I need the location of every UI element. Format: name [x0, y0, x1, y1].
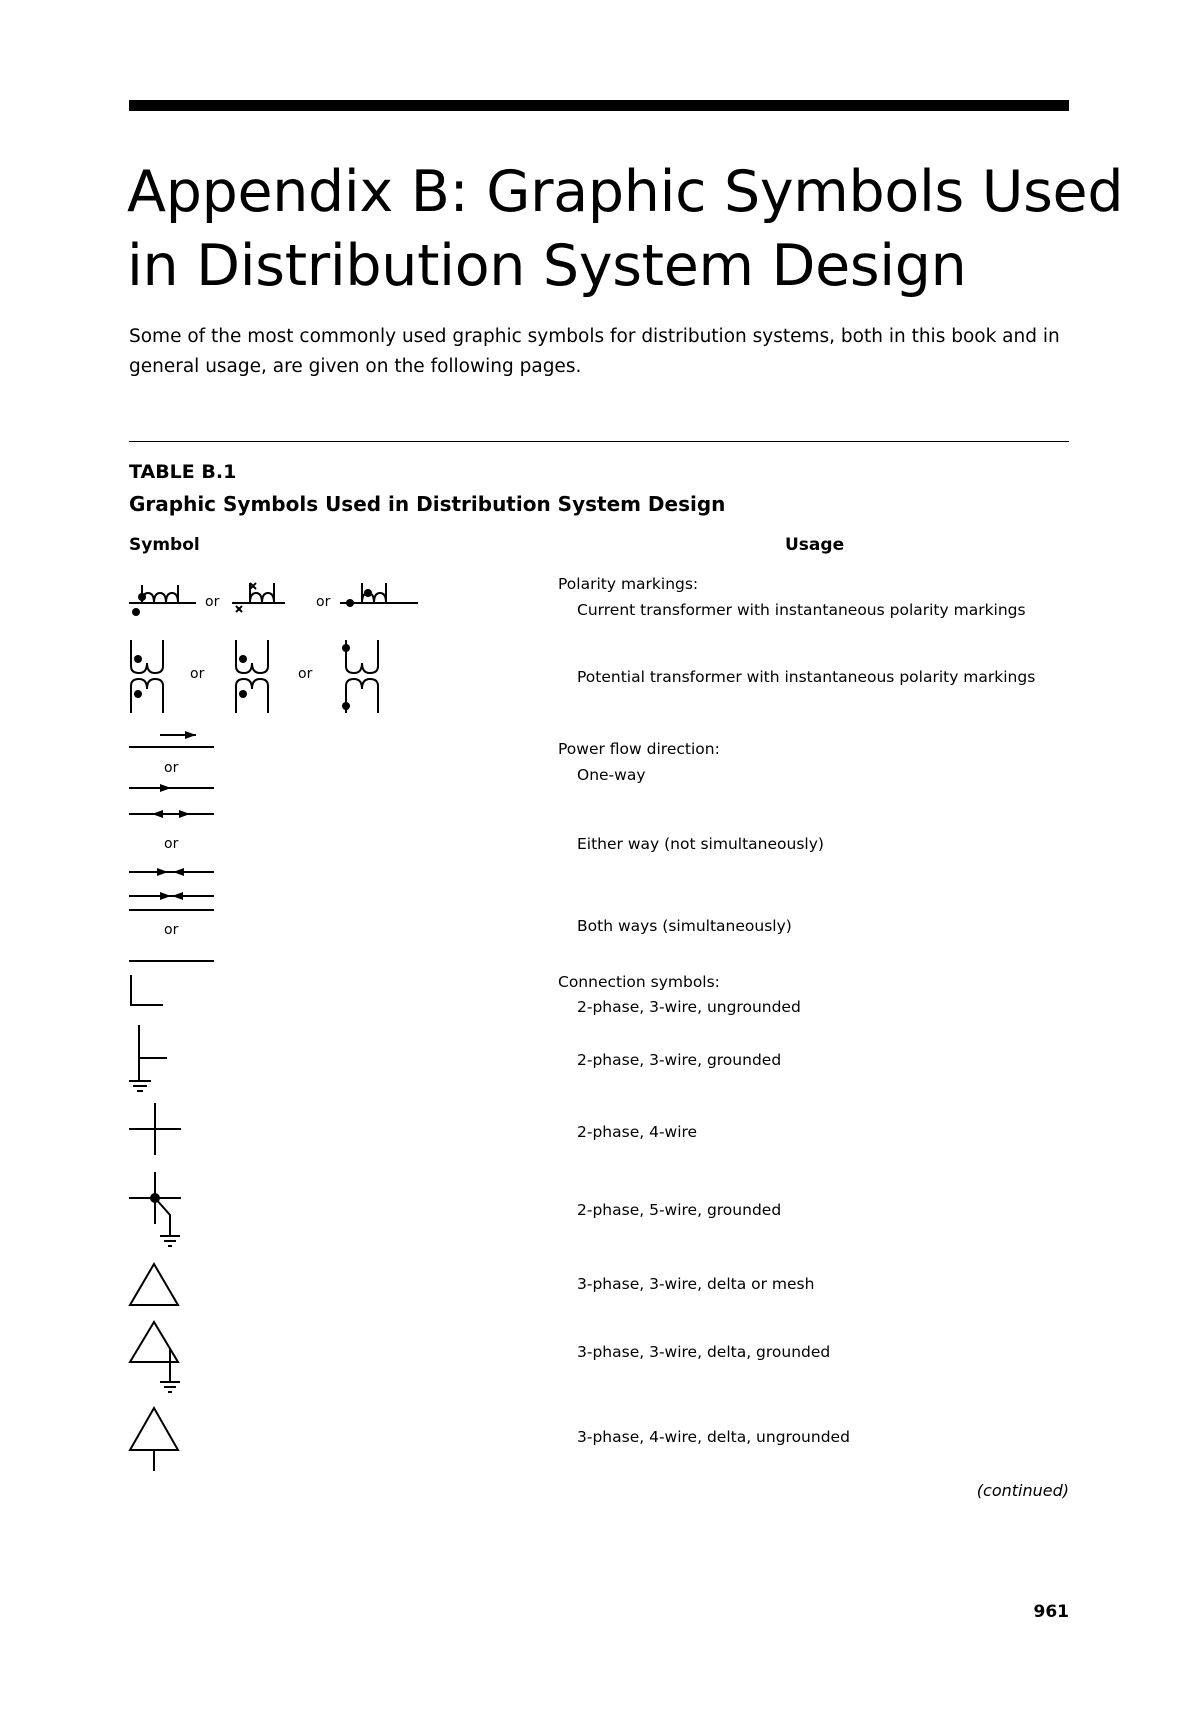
- power-flow-either-way-icon: [129, 810, 214, 876]
- column-header-usage: Usage: [785, 535, 845, 555]
- or-label: or: [164, 922, 179, 938]
- usage-heading-power-flow: Power flow direction:: [558, 740, 720, 758]
- usage-heading-connection: Connection symbols:: [558, 973, 720, 991]
- current-transformer-polarity-icon: [129, 583, 418, 616]
- usage-potential-transformer: Potential transformer with instantaneous polarity markings: [577, 668, 1036, 686]
- continued-note: (continued): [976, 1481, 1069, 1500]
- usage-either-way: Either way (not simultaneously): [577, 835, 824, 853]
- or-label: or: [164, 836, 179, 852]
- two-phase-three-wire-grounded-icon: [129, 1025, 167, 1091]
- usage-heading-polarity: Polarity markings:: [558, 575, 699, 593]
- usage-delta-4w-ungrounded: 3-phase, 4-wire, delta, ungrounded: [577, 1428, 850, 1446]
- usage-delta-grounded: 3-phase, 3-wire, delta, grounded: [577, 1343, 831, 1361]
- two-phase-three-wire-ungrounded-icon: [131, 975, 163, 1005]
- usage-current-transformer: Current transformer with instantaneous polarity markings: [577, 601, 1026, 619]
- two-phase-five-wire-grounded-icon: [129, 1172, 181, 1246]
- usage-2ph-3w-grounded: 2-phase, 3-wire, grounded: [577, 1051, 782, 1069]
- table-title: Graphic Symbols Used in Distribution System Design: [129, 492, 726, 516]
- usage-2ph-4w: 2-phase, 4-wire: [577, 1123, 698, 1141]
- usage-one-way: One-way: [577, 766, 646, 784]
- usage-both-ways: Both ways (simultaneously): [577, 917, 792, 935]
- or-label: or: [190, 666, 205, 682]
- or-label: or: [316, 594, 331, 610]
- intro-paragraph: Some of the most commonly used graphic symbols for distribution systems, both in this book and in general usage, are given on the following pages.: [129, 326, 1060, 377]
- title-line-1: Appendix B: Graphic Symbols Used: [127, 159, 1124, 225]
- page-number: 961: [1033, 1602, 1069, 1622]
- potential-transformer-polarity-icon: [131, 640, 378, 713]
- delta-grounded-icon: [130, 1322, 180, 1392]
- delta-four-wire-ungrounded-icon: [130, 1408, 178, 1471]
- or-label: or: [298, 666, 313, 682]
- usage-delta-mesh: 3-phase, 3-wire, delta or mesh: [577, 1275, 815, 1293]
- delta-mesh-icon: [130, 1264, 178, 1305]
- or-label: or: [164, 760, 179, 776]
- usage-2ph-5w-grounded: 2-phase, 5-wire, grounded: [577, 1201, 782, 1219]
- or-label: or: [205, 594, 220, 610]
- column-header-symbol: Symbol: [129, 535, 200, 555]
- power-flow-both-ways-icon: [129, 892, 214, 961]
- usage-2ph-3w-ungrounded: 2-phase, 3-wire, ungrounded: [577, 998, 801, 1016]
- title-line-2: in Distribution System Design: [127, 233, 967, 299]
- two-phase-four-wire-icon: [129, 1103, 181, 1155]
- table-number: TABLE B.1: [129, 461, 237, 483]
- power-flow-one-way-icon: [129, 731, 214, 792]
